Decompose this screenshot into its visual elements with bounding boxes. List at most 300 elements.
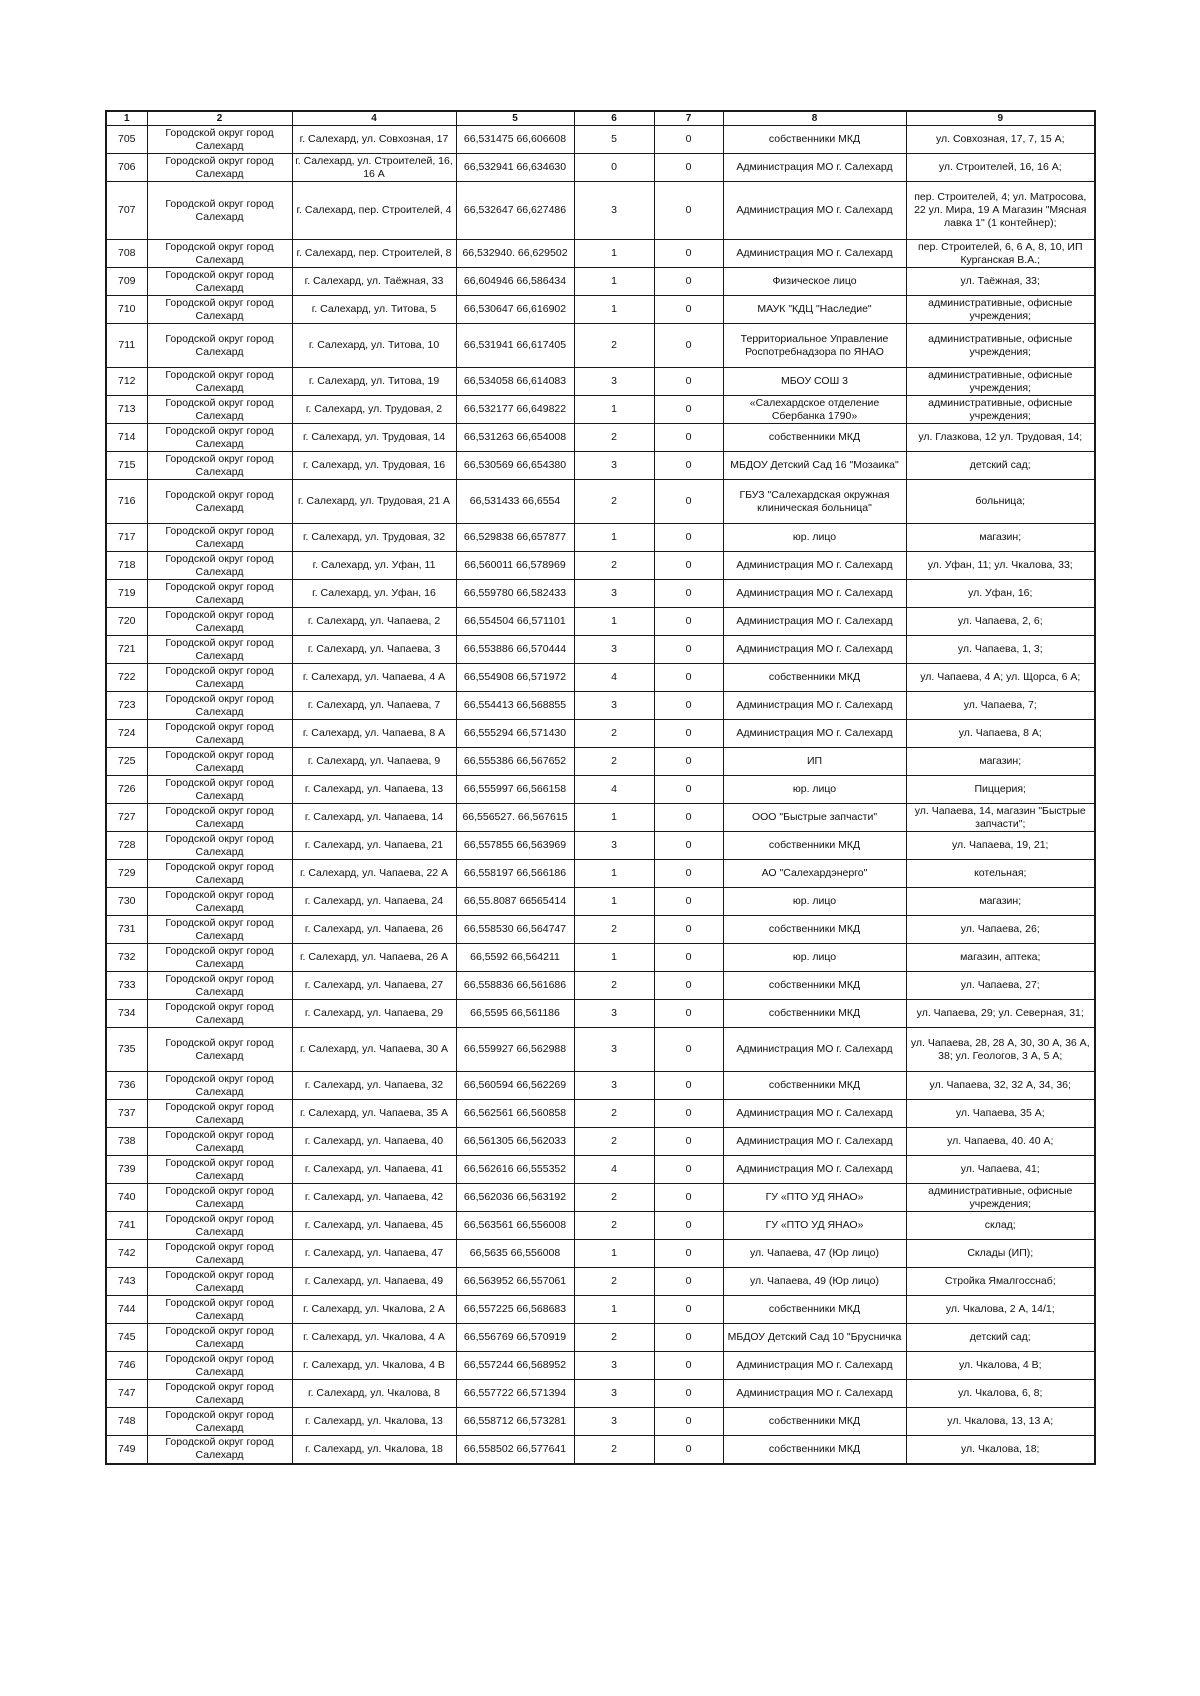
table-row: [106, 1212, 1095, 1240]
coordinates-cell: 66,532177 66,649822: [456, 396, 574, 424]
table-row: [106, 1436, 1095, 1464]
served-objects-cell: ул. Уфан, 11; ул. Чкалова, 33;: [906, 552, 1095, 580]
district-cell: Городской округ город Салехард: [147, 776, 292, 804]
address-cell: г. Салехард, ул. Чапаева, 32: [292, 1072, 456, 1100]
owner-cell: юр. лицо: [723, 776, 906, 804]
row-number-cell: 720: [106, 608, 147, 636]
coordinates-cell: 66,563561 66,556008: [456, 1212, 574, 1240]
owner-cell: «Салехардское отделение Сбербанка 1790»: [723, 396, 906, 424]
containers-count-cell: 3: [574, 1352, 654, 1380]
district-cell: Городской округ город Салехард: [147, 860, 292, 888]
address-cell: г. Салехард, ул. Чкалова, 18: [292, 1436, 456, 1464]
table-row: [106, 776, 1095, 804]
owner-cell: собственники МКД: [723, 1072, 906, 1100]
district-cell: Городской округ город Салехард: [147, 452, 292, 480]
col7-value-cell: 0: [654, 154, 723, 182]
served-objects-cell: магазин;: [906, 524, 1095, 552]
containers-count-cell: 3: [574, 368, 654, 396]
district-cell: Городской округ город Салехард: [147, 1100, 292, 1128]
containers-count-cell: 5: [574, 126, 654, 154]
coordinates-cell: 66,604946 66,586434: [456, 268, 574, 296]
table-row: [106, 580, 1095, 608]
address-cell: г. Салехард, ул. Чапаева, 26 А: [292, 944, 456, 972]
col7-value-cell: 0: [654, 268, 723, 296]
owner-cell: собственники МКД: [723, 1296, 906, 1324]
row-number-cell: 737: [106, 1100, 147, 1128]
address-cell: г. Салехард, ул. Трудовая, 32: [292, 524, 456, 552]
address-cell: г. Салехард, ул. Чапаева, 24: [292, 888, 456, 916]
coordinates-cell: 66,559927 66,562988: [456, 1028, 574, 1072]
owner-cell: Администрация МО г. Салехард: [723, 636, 906, 664]
table-row: [106, 916, 1095, 944]
coordinates-cell: 66,555386 66,567652: [456, 748, 574, 776]
containers-count-cell: 1: [574, 608, 654, 636]
address-cell: г. Салехард, ул. Чапаева, 47: [292, 1240, 456, 1268]
coordinates-cell: 66,530647 66,616902: [456, 296, 574, 324]
district-cell: Городской округ город Салехард: [147, 1268, 292, 1296]
address-cell: г. Салехард, ул. Уфан, 16: [292, 580, 456, 608]
col7-value-cell: 0: [654, 804, 723, 832]
row-number-cell: 710: [106, 296, 147, 324]
row-number-cell: 726: [106, 776, 147, 804]
coordinates-cell: 66,556769 66,570919: [456, 1324, 574, 1352]
table-row: [106, 692, 1095, 720]
table-row: [106, 804, 1095, 832]
served-objects-cell: ул. Чапаева, 35 А;: [906, 1100, 1095, 1128]
coordinates-cell: 66,5635 66,556008: [456, 1240, 574, 1268]
served-objects-cell: ул. Чапаева, 32, 32 А, 34, 36;: [906, 1072, 1095, 1100]
served-objects-cell: ул. Чапаева, 29; ул. Северная, 31;: [906, 1000, 1095, 1028]
district-cell: Городской округ город Салехард: [147, 944, 292, 972]
address-cell: г. Салехард, ул. Чапаева, 40: [292, 1128, 456, 1156]
district-cell: Городской округ город Салехард: [147, 1156, 292, 1184]
district-cell: Городской округ город Салехард: [147, 1296, 292, 1324]
coordinates-cell: 66,558530 66,564747: [456, 916, 574, 944]
containers-count-cell: 2: [574, 424, 654, 452]
containers-count-cell: 3: [574, 692, 654, 720]
row-number-cell: 731: [106, 916, 147, 944]
containers-count-cell: 4: [574, 776, 654, 804]
containers-count-cell: 2: [574, 916, 654, 944]
coordinates-cell: 66,558836 66,561686: [456, 972, 574, 1000]
table-row: [106, 324, 1095, 368]
row-number-cell: 713: [106, 396, 147, 424]
served-objects-cell: административные, офисные учреждения;: [906, 1184, 1095, 1212]
address-cell: г. Салехард, ул. Чапаева, 26: [292, 916, 456, 944]
row-number-cell: 739: [106, 1156, 147, 1184]
served-objects-cell: магазин;: [906, 888, 1095, 916]
owner-cell: собственники МКД: [723, 1000, 906, 1028]
col7-value-cell: 0: [654, 1000, 723, 1028]
address-cell: г. Салехард, ул. Чкалова, 4 В: [292, 1352, 456, 1380]
row-number-cell: 729: [106, 860, 147, 888]
coordinates-cell: 66,556527. 66,567615: [456, 804, 574, 832]
header-col-8: 8: [723, 111, 906, 126]
col7-value-cell: 0: [654, 1156, 723, 1184]
containers-count-cell: 1: [574, 1296, 654, 1324]
row-number-cell: 709: [106, 268, 147, 296]
owner-cell: МБДОУ Детский Сад 10 "Брусничка: [723, 1324, 906, 1352]
containers-count-cell: 1: [574, 240, 654, 268]
containers-count-cell: 2: [574, 1184, 654, 1212]
served-objects-cell: Склады (ИП);: [906, 1240, 1095, 1268]
coordinates-cell: 66,531263 66,654008: [456, 424, 574, 452]
table-row: [106, 832, 1095, 860]
coordinates-cell: 66,557855 66,563969: [456, 832, 574, 860]
served-objects-cell: пер. Строителей, 4; ул. Матросова, 22 ул. Мира, 19 А Магазин "Мясная лавка 1" (1 контейнер);: [906, 182, 1095, 240]
district-cell: Городской округ город Салехард: [147, 636, 292, 664]
served-objects-cell: больница;: [906, 480, 1095, 524]
row-number-cell: 717: [106, 524, 147, 552]
col7-value-cell: 0: [654, 182, 723, 240]
owner-cell: ул. Чапаева, 49 (Юр лицо): [723, 1268, 906, 1296]
row-number-cell: 744: [106, 1296, 147, 1324]
district-cell: Городской округ город Салехард: [147, 972, 292, 1000]
owner-cell: МАУК "КДЦ "Наследие": [723, 296, 906, 324]
containers-count-cell: 3: [574, 636, 654, 664]
coordinates-cell: 66,555997 66,566158: [456, 776, 574, 804]
coordinates-cell: 66,529838 66,657877: [456, 524, 574, 552]
owner-cell: Администрация МО г. Салехард: [723, 608, 906, 636]
containers-count-cell: 4: [574, 664, 654, 692]
address-cell: г. Салехард, ул. Титова, 5: [292, 296, 456, 324]
address-cell: г. Салехард, ул. Чкалова, 13: [292, 1408, 456, 1436]
district-cell: Городской округ город Салехард: [147, 1240, 292, 1268]
table-row: [106, 1156, 1095, 1184]
col7-value-cell: 0: [654, 524, 723, 552]
table-row: [106, 608, 1095, 636]
containers-count-cell: 0: [574, 154, 654, 182]
containers-count-cell: 1: [574, 860, 654, 888]
served-objects-cell: ул. Строителей, 16, 16 А;: [906, 154, 1095, 182]
coordinates-cell: 66,557225 66,568683: [456, 1296, 574, 1324]
district-cell: Городской округ город Салехард: [147, 240, 292, 268]
containers-count-cell: 2: [574, 1128, 654, 1156]
table-row: [106, 296, 1095, 324]
owner-cell: Территориальное Управление Роспотребнадзора по ЯНАО: [723, 324, 906, 368]
district-cell: Городской округ город Салехард: [147, 480, 292, 524]
col7-value-cell: 0: [654, 888, 723, 916]
containers-count-cell: 3: [574, 1408, 654, 1436]
coordinates-cell: 66,558502 66,577641: [456, 1436, 574, 1464]
owner-cell: ГБУЗ "Салехардская окружная клиническая больница": [723, 480, 906, 524]
containers-count-cell: 3: [574, 452, 654, 480]
served-objects-cell: ул. Чапаева, 26;: [906, 916, 1095, 944]
table-row: [106, 1028, 1095, 1072]
district-cell: Городской округ город Салехард: [147, 296, 292, 324]
served-objects-cell: административные, офисные учреждения;: [906, 296, 1095, 324]
header-col-6: 6: [574, 111, 654, 126]
table-row: [106, 972, 1095, 1000]
containers-count-cell: 3: [574, 1000, 654, 1028]
coordinates-cell: 66,563952 66,557061: [456, 1268, 574, 1296]
row-number-cell: 724: [106, 720, 147, 748]
containers-count-cell: 2: [574, 1212, 654, 1240]
row-number-cell: 748: [106, 1408, 147, 1436]
coordinates-cell: 66,531475 66,606608: [456, 126, 574, 154]
col7-value-cell: 0: [654, 776, 723, 804]
address-cell: г. Салехард, ул. Таёжная, 33: [292, 268, 456, 296]
row-number-cell: 733: [106, 972, 147, 1000]
served-objects-cell: пер. Строителей, 6, 6 А, 8, 10, ИП Курганская В.А.;: [906, 240, 1095, 268]
col7-value-cell: 0: [654, 1324, 723, 1352]
coordinates-cell: 66,555294 66,571430: [456, 720, 574, 748]
table-row: [106, 368, 1095, 396]
containers-count-cell: 2: [574, 324, 654, 368]
row-number-cell: 747: [106, 1380, 147, 1408]
coordinates-cell: 66,531433 66,6554: [456, 480, 574, 524]
owner-cell: юр. лицо: [723, 944, 906, 972]
coordinates-cell: 66,562561 66,560858: [456, 1100, 574, 1128]
served-objects-cell: административные, офисные учреждения;: [906, 324, 1095, 368]
owner-cell: Администрация МО г. Салехард: [723, 1352, 906, 1380]
address-cell: г. Салехард, ул. Трудовая, 14: [292, 424, 456, 452]
col7-value-cell: 0: [654, 608, 723, 636]
address-cell: г. Салехард, ул. Чапаева, 45: [292, 1212, 456, 1240]
district-cell: Городской округ город Салехард: [147, 832, 292, 860]
served-objects-cell: ул. Чкалова, 2 А, 14/1;: [906, 1296, 1095, 1324]
row-number-cell: 736: [106, 1072, 147, 1100]
col7-value-cell: 0: [654, 424, 723, 452]
owner-cell: Администрация МО г. Салехард: [723, 692, 906, 720]
address-cell: г. Салехард, ул. Трудовая, 16: [292, 452, 456, 480]
coordinates-cell: 66,532647 66,627486: [456, 182, 574, 240]
containers-count-cell: 3: [574, 182, 654, 240]
owner-cell: Администрация МО г. Салехард: [723, 1100, 906, 1128]
coordinates-cell: 66,534058 66,614083: [456, 368, 574, 396]
address-cell: г. Салехард, ул. Чапаева, 41: [292, 1156, 456, 1184]
served-objects-cell: ул. Чкалова, 6, 8;: [906, 1380, 1095, 1408]
col7-value-cell: 0: [654, 480, 723, 524]
row-number-cell: 741: [106, 1212, 147, 1240]
served-objects-cell: ул. Чапаева, 7;: [906, 692, 1095, 720]
row-number-cell: 738: [106, 1128, 147, 1156]
served-objects-cell: ул. Глазкова, 12 ул. Трудовая, 14;: [906, 424, 1095, 452]
address-cell: г. Салехард, ул. Трудовая, 21 А: [292, 480, 456, 524]
coordinates-cell: 66,561305 66,562033: [456, 1128, 574, 1156]
served-objects-cell: детский сад;: [906, 452, 1095, 480]
address-cell: г. Салехард, ул. Трудовая, 2: [292, 396, 456, 424]
row-number-cell: 714: [106, 424, 147, 452]
owner-cell: ГУ «ПТО УД ЯНАО»: [723, 1184, 906, 1212]
table-row: [106, 182, 1095, 240]
row-number-cell: 707: [106, 182, 147, 240]
coordinates-cell: 66,554413 66,568855: [456, 692, 574, 720]
address-cell: г. Салехард, ул. Чапаева, 49: [292, 1268, 456, 1296]
owner-cell: юр. лицо: [723, 524, 906, 552]
owner-cell: собственники МКД: [723, 916, 906, 944]
row-number-cell: 728: [106, 832, 147, 860]
served-objects-cell: ул. Чапаева, 14, магазин "Быстрые запчасти";: [906, 804, 1095, 832]
served-objects-cell: магазин, аптека;: [906, 944, 1095, 972]
district-cell: Городской округ город Салехард: [147, 888, 292, 916]
col7-value-cell: 0: [654, 126, 723, 154]
header-col-5: 5: [456, 111, 574, 126]
col7-value-cell: 0: [654, 324, 723, 368]
served-objects-cell: ул. Чапаева, 4 А; ул. Щорса, 6 А;: [906, 664, 1095, 692]
owner-cell: ИП: [723, 748, 906, 776]
coordinates-cell: 66,55.8087 66565414: [456, 888, 574, 916]
col7-value-cell: 0: [654, 692, 723, 720]
served-objects-cell: ул. Чапаева, 8 А;: [906, 720, 1095, 748]
header-row: [106, 111, 1095, 126]
header-col-9: 9: [906, 111, 1095, 126]
row-number-cell: 732: [106, 944, 147, 972]
coordinates-cell: 66,5595 66,561186: [456, 1000, 574, 1028]
containers-count-cell: 1: [574, 524, 654, 552]
col7-value-cell: 0: [654, 1128, 723, 1156]
containers-count-cell: 2: [574, 972, 654, 1000]
coordinates-cell: 66,532940. 66,629502: [456, 240, 574, 268]
table-row: [106, 452, 1095, 480]
served-objects-cell: ул. Уфан, 16;: [906, 580, 1095, 608]
col7-value-cell: 0: [654, 1352, 723, 1380]
served-objects-cell: ул. Чапаева, 19, 21;: [906, 832, 1095, 860]
containers-count-cell: 3: [574, 1380, 654, 1408]
owner-cell: собственники МКД: [723, 1436, 906, 1464]
served-objects-cell: Стройка Ямалгосснаб;: [906, 1268, 1095, 1296]
owner-cell: МБОУ СОШ 3: [723, 368, 906, 396]
row-number-cell: 723: [106, 692, 147, 720]
district-cell: Городской округ город Салехард: [147, 748, 292, 776]
table-row: [106, 396, 1095, 424]
containers-count-cell: 3: [574, 580, 654, 608]
table-row: [106, 268, 1095, 296]
owner-cell: собственники МКД: [723, 126, 906, 154]
col7-value-cell: 0: [654, 972, 723, 1000]
address-cell: г. Салехард, ул. Уфан, 11: [292, 552, 456, 580]
table-row: [106, 1184, 1095, 1212]
row-number-cell: 735: [106, 1028, 147, 1072]
table-row: [106, 1408, 1095, 1436]
row-number-cell: 711: [106, 324, 147, 368]
address-cell: г. Салехард, ул. Чапаева, 30 А: [292, 1028, 456, 1072]
table-row: [106, 748, 1095, 776]
owner-cell: Администрация МО г. Салехард: [723, 1156, 906, 1184]
containers-count-cell: 2: [574, 748, 654, 776]
containers-count-cell: 1: [574, 268, 654, 296]
address-cell: г. Салехард, ул. Чапаева, 27: [292, 972, 456, 1000]
waste-sites-table: [105, 110, 1096, 1465]
row-number-cell: 705: [106, 126, 147, 154]
address-cell: г. Салехард, ул. Чапаева, 2: [292, 608, 456, 636]
col7-value-cell: 0: [654, 1296, 723, 1324]
table-row: [106, 126, 1095, 154]
address-cell: г. Салехард, ул. Чапаева, 35 А: [292, 1100, 456, 1128]
address-cell: г. Салехард, ул. Чапаева, 13: [292, 776, 456, 804]
address-cell: г. Салехард, ул. Чапаева, 7: [292, 692, 456, 720]
address-cell: г. Салехард, ул. Чапаева, 3: [292, 636, 456, 664]
table-row: [106, 424, 1095, 452]
district-cell: Городской округ город Салехард: [147, 804, 292, 832]
served-objects-cell: ул. Чкалова, 13, 13 А;: [906, 1408, 1095, 1436]
district-cell: Городской округ город Салехард: [147, 1000, 292, 1028]
containers-count-cell: 4: [574, 1156, 654, 1184]
served-objects-cell: ул. Чкалова, 18;: [906, 1436, 1095, 1464]
owner-cell: ул. Чапаева, 47 (Юр лицо): [723, 1240, 906, 1268]
row-number-cell: 718: [106, 552, 147, 580]
coordinates-cell: 66,558712 66,573281: [456, 1408, 574, 1436]
served-objects-cell: детский сад;: [906, 1324, 1095, 1352]
coordinates-cell: 66,530569 66,654380: [456, 452, 574, 480]
district-cell: Городской округ город Салехард: [147, 552, 292, 580]
row-number-cell: 721: [106, 636, 147, 664]
district-cell: Городской округ город Салехард: [147, 154, 292, 182]
district-cell: Городской округ город Салехард: [147, 664, 292, 692]
row-number-cell: 725: [106, 748, 147, 776]
row-number-cell: 749: [106, 1436, 147, 1464]
table-row: [106, 1296, 1095, 1324]
table-row: [106, 1240, 1095, 1268]
address-cell: г. Салехард, ул. Чапаева, 29: [292, 1000, 456, 1028]
owner-cell: Физическое лицо: [723, 268, 906, 296]
col7-value-cell: 0: [654, 1184, 723, 1212]
owner-cell: АО "Салехардэнерго": [723, 860, 906, 888]
district-cell: Городской округ город Салехард: [147, 580, 292, 608]
col7-value-cell: 0: [654, 1212, 723, 1240]
row-number-cell: 715: [106, 452, 147, 480]
header-col-1: 1: [106, 111, 147, 126]
address-cell: г. Салехард, пер. Строителей, 8: [292, 240, 456, 268]
col7-value-cell: 0: [654, 580, 723, 608]
row-number-cell: 706: [106, 154, 147, 182]
table-row: [106, 1000, 1095, 1028]
containers-count-cell: 3: [574, 1072, 654, 1100]
district-cell: Городской округ город Салехард: [147, 692, 292, 720]
served-objects-cell: склад;: [906, 1212, 1095, 1240]
district-cell: Городской округ город Салехард: [147, 182, 292, 240]
district-cell: Городской округ город Салехард: [147, 1212, 292, 1240]
served-objects-cell: ул. Чкалова, 4 В;: [906, 1352, 1095, 1380]
col7-value-cell: 0: [654, 296, 723, 324]
row-number-cell: 746: [106, 1352, 147, 1380]
containers-count-cell: 2: [574, 552, 654, 580]
served-objects-cell: котельная;: [906, 860, 1095, 888]
col7-value-cell: 0: [654, 1028, 723, 1072]
served-objects-cell: ул. Чапаева, 2, 6;: [906, 608, 1095, 636]
table-row: [106, 1352, 1095, 1380]
header-col-2: 2: [147, 111, 292, 126]
served-objects-cell: Пиццерия;: [906, 776, 1095, 804]
district-cell: Городской округ город Салехард: [147, 368, 292, 396]
owner-cell: Администрация МО г. Салехард: [723, 552, 906, 580]
table-row: [106, 480, 1095, 524]
containers-count-cell: 2: [574, 1268, 654, 1296]
table-row: [106, 888, 1095, 916]
owner-cell: собственники МКД: [723, 832, 906, 860]
row-number-cell: 727: [106, 804, 147, 832]
address-cell: г. Салехард, ул. Совхозная, 17: [292, 126, 456, 154]
containers-count-cell: 2: [574, 1436, 654, 1464]
col7-value-cell: 0: [654, 720, 723, 748]
district-cell: Городской округ город Салехард: [147, 324, 292, 368]
address-cell: г. Салехард, ул. Чапаева, 42: [292, 1184, 456, 1212]
owner-cell: Администрация МО г. Салехард: [723, 720, 906, 748]
row-number-cell: 734: [106, 1000, 147, 1028]
coordinates-cell: 66,560011 66,578969: [456, 552, 574, 580]
district-cell: Городской округ город Салехард: [147, 916, 292, 944]
containers-count-cell: 1: [574, 296, 654, 324]
district-cell: Городской округ город Салехард: [147, 1184, 292, 1212]
header-col-4: 4: [292, 111, 456, 126]
owner-cell: юр. лицо: [723, 888, 906, 916]
district-cell: Городской округ город Салехард: [147, 268, 292, 296]
district-cell: Городской округ город Салехард: [147, 424, 292, 452]
coordinates-cell: 66,559780 66,582433: [456, 580, 574, 608]
district-cell: Городской округ город Салехард: [147, 524, 292, 552]
col7-value-cell: 0: [654, 1408, 723, 1436]
table-row: [106, 524, 1095, 552]
